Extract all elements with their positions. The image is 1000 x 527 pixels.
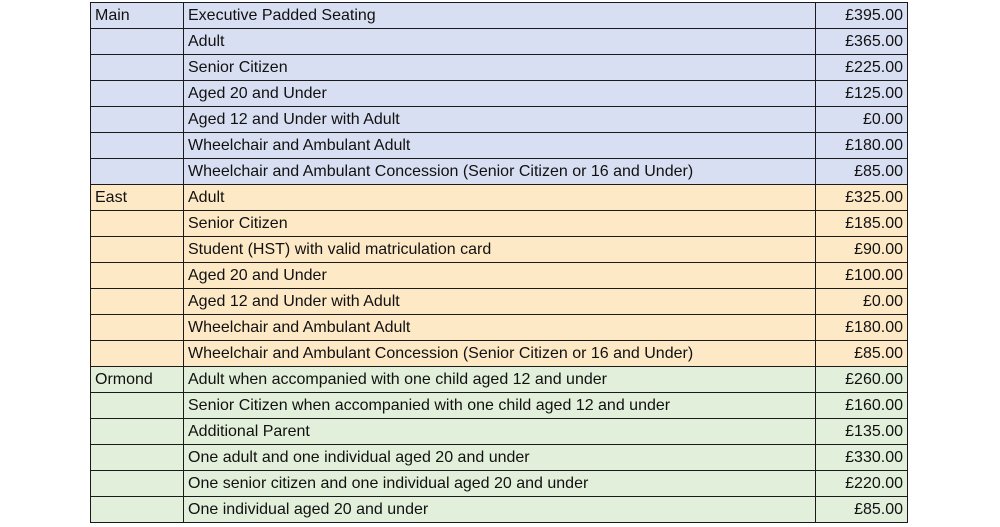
price-cell: £0.00: [816, 107, 908, 133]
table-row: [91, 341, 908, 367]
price-cell: £90.00: [816, 237, 908, 263]
table-row: [91, 315, 908, 341]
description-cell: Wheelchair and Ambulant Adult: [184, 315, 816, 341]
price-cell: £125.00: [816, 81, 908, 107]
price-cell: £135.00: [816, 419, 908, 445]
price-cell: £85.00: [816, 159, 908, 185]
price-cell: £260.00: [816, 367, 908, 393]
price-cell: £100.00: [816, 263, 908, 289]
price-cell: £85.00: [816, 497, 908, 523]
price-cell: £325.00: [816, 185, 908, 211]
table-row: [91, 3, 908, 29]
area-cell: [91, 55, 184, 81]
price-table: [90, 2, 908, 523]
table-row: [91, 471, 908, 497]
area-cell: [91, 263, 184, 289]
description-cell: Additional Parent: [184, 419, 816, 445]
description-cell: Adult when accompanied with one child aged 12 and under: [184, 367, 816, 393]
table-row: [91, 445, 908, 471]
table-row: [91, 81, 908, 107]
table-row: [91, 185, 908, 211]
description-cell: One individual aged 20 and under: [184, 497, 816, 523]
price-cell: £85.00: [816, 341, 908, 367]
area-cell: [91, 133, 184, 159]
area-cell: [91, 393, 184, 419]
table-row: [91, 107, 908, 133]
area-cell: East: [91, 185, 184, 211]
price-cell: £330.00: [816, 445, 908, 471]
area-cell: [91, 237, 184, 263]
description-cell: Adult: [184, 185, 816, 211]
price-cell: £220.00: [816, 471, 908, 497]
price-cell: £395.00: [816, 3, 908, 29]
table-row: [91, 263, 908, 289]
description-cell: Senior Citizen: [184, 55, 816, 81]
description-cell: Senior Citizen when accompanied with one child aged 12 and under: [184, 393, 816, 419]
description-cell: One senior citizen and one individual aged 20 and under: [184, 471, 816, 497]
price-cell: £225.00: [816, 55, 908, 81]
description-cell: Wheelchair and Ambulant Concession (Senior Citizen or 16 and Under): [184, 341, 816, 367]
price-table-body: [91, 3, 908, 523]
table-row: [91, 55, 908, 81]
table-row: [91, 29, 908, 55]
price-cell: £180.00: [816, 133, 908, 159]
description-cell: Aged 20 and Under: [184, 81, 816, 107]
description-cell: Aged 12 and Under with Adult: [184, 107, 816, 133]
price-cell: £0.00: [816, 289, 908, 315]
area-cell: [91, 471, 184, 497]
area-cell: [91, 29, 184, 55]
area-cell: [91, 159, 184, 185]
price-cell: £160.00: [816, 393, 908, 419]
area-cell: [91, 81, 184, 107]
table-row: [91, 419, 908, 445]
description-cell: Wheelchair and Ambulant Adult: [184, 133, 816, 159]
table-row: [91, 367, 908, 393]
area-cell: Ormond: [91, 367, 184, 393]
table-row: [91, 159, 908, 185]
area-cell: [91, 419, 184, 445]
description-cell: One adult and one individual aged 20 and under: [184, 445, 816, 471]
description-cell: Aged 20 and Under: [184, 263, 816, 289]
description-cell: Wheelchair and Ambulant Concession (Senior Citizen or 16 and Under): [184, 159, 816, 185]
description-cell: Student (HST) with valid matriculation card: [184, 237, 816, 263]
price-cell: £185.00: [816, 211, 908, 237]
table-row: [91, 393, 908, 419]
area-cell: [91, 211, 184, 237]
description-cell: Adult: [184, 29, 816, 55]
area-cell: [91, 497, 184, 523]
area-cell: Main: [91, 3, 184, 29]
table-row: [91, 237, 908, 263]
price-cell: £365.00: [816, 29, 908, 55]
area-cell: [91, 107, 184, 133]
area-cell: [91, 445, 184, 471]
table-row: [91, 211, 908, 237]
area-cell: [91, 289, 184, 315]
area-cell: [91, 341, 184, 367]
description-cell: Executive Padded Seating: [184, 3, 816, 29]
table-row: [91, 133, 908, 159]
table-row: [91, 289, 908, 315]
area-cell: [91, 315, 184, 341]
table-row: [91, 497, 908, 523]
description-cell: Senior Citizen: [184, 211, 816, 237]
description-cell: Aged 12 and Under with Adult: [184, 289, 816, 315]
price-cell: £180.00: [816, 315, 908, 341]
